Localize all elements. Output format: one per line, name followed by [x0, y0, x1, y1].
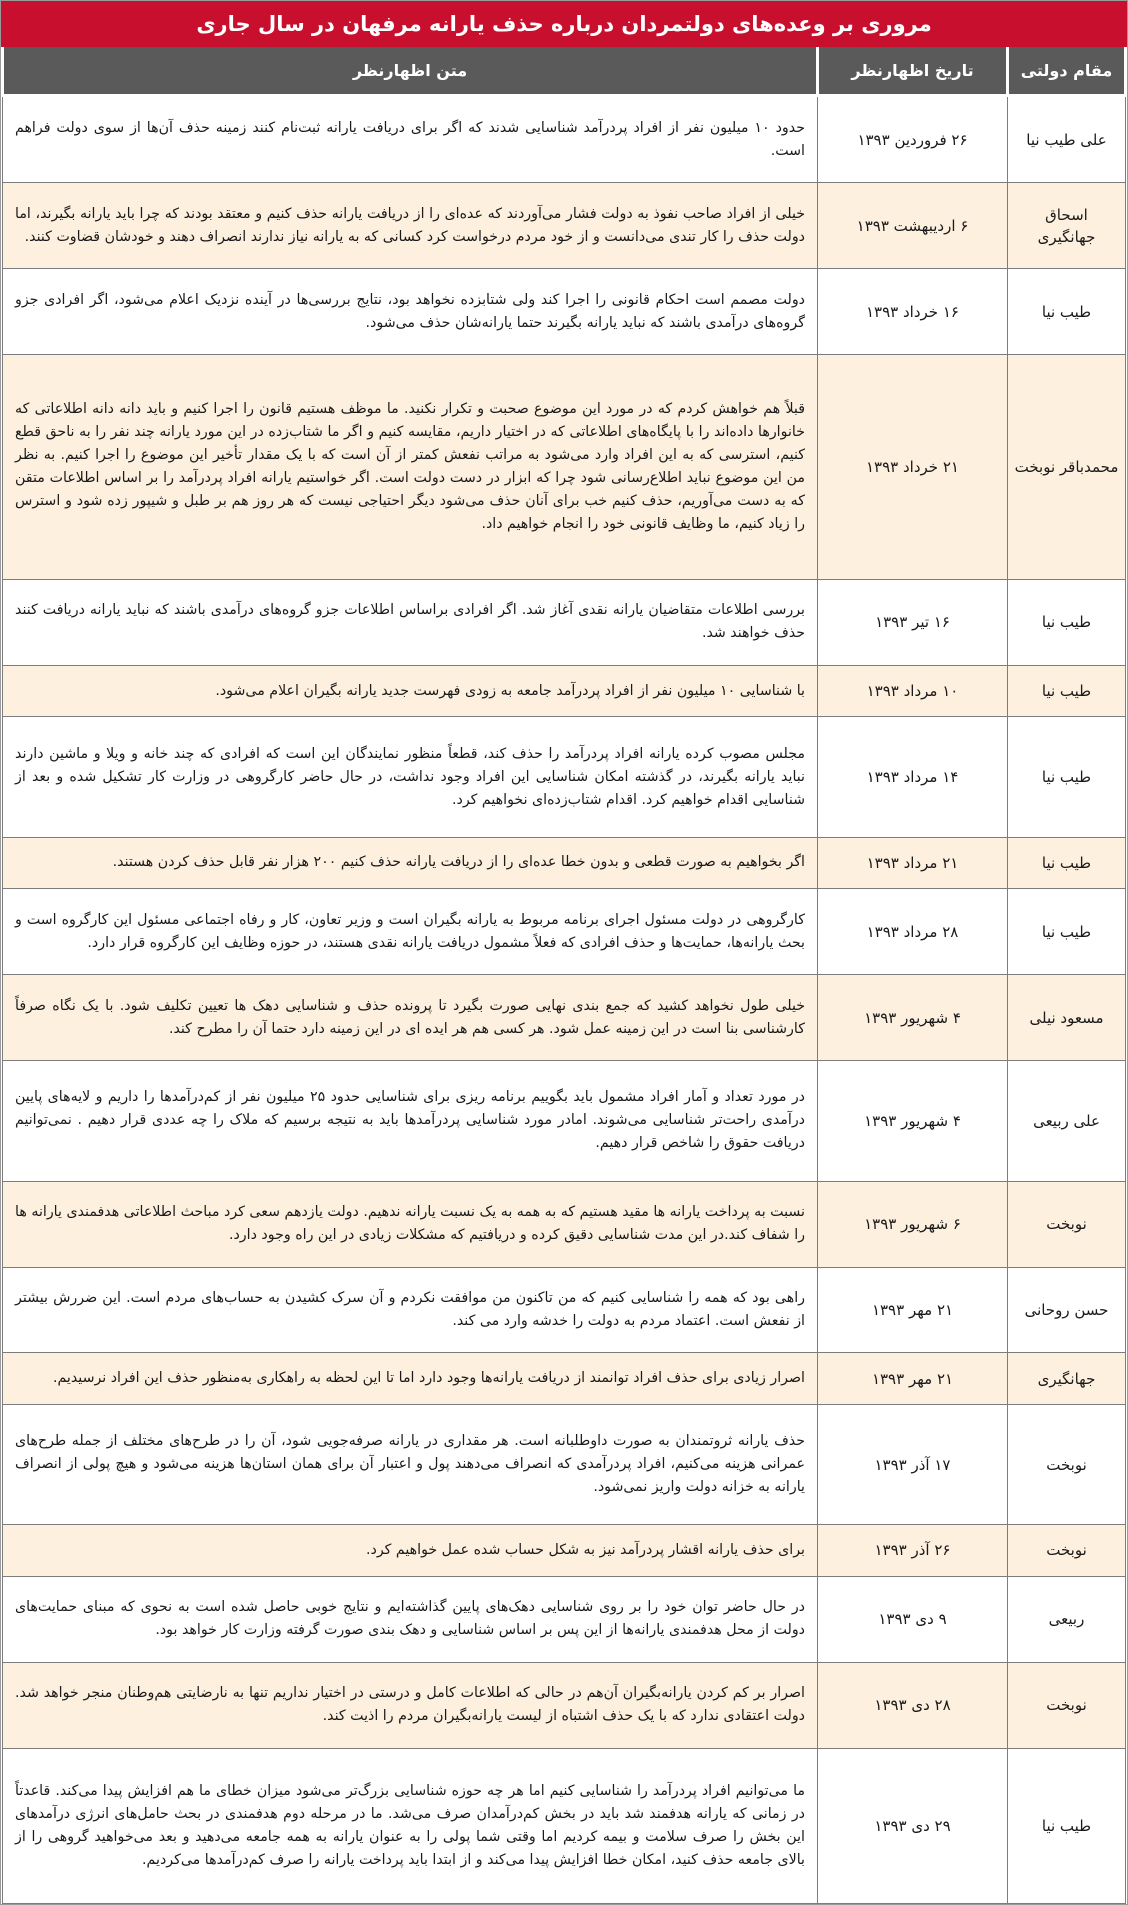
official-cell: طیب نیا [1008, 269, 1126, 355]
table-row [3, 580, 1126, 666]
statement-cell: نسبت به پرداخت یارانه ها مقید هستیم که به همه به یک نسبت یارانه ندهیم. دولت یازدهم سعی کرد مباحث اطلاعاتی هدفمندی یارانه ها را شفاف کند.در این مدت شناسایی دقیق کرده و دریافتیم که مشکلات زیادی در این راه وجود دارد. [3, 1181, 818, 1267]
official-cell: نوبخت [1008, 1181, 1126, 1267]
date-cell: ۴ شهریور ۱۳۹۳ [818, 1060, 1008, 1181]
table-row [3, 717, 1126, 838]
date-cell: ۱۰ مرداد ۱۳۹۳ [818, 665, 1008, 716]
official-cell: ربیعی [1008, 1576, 1126, 1662]
header-official: مقام دولتی [1008, 47, 1126, 96]
official-cell: طیب نیا [1008, 837, 1126, 888]
table-row [3, 1525, 1126, 1576]
date-cell: ۱۶ خرداد ۱۳۹۳ [818, 269, 1008, 355]
official-cell: اسحاق جهانگیری [1008, 183, 1126, 269]
statement-cell: حدود ۱۰ میلیون نفر از افراد پردرآمد شناسایی شدند که اگر برای دریافت یارانه ثبت‌نام کنند زمینه حذف آن‌ها از سوی دولت فراهم است. [3, 96, 818, 183]
statement-cell: خیلی از افراد صاحب نفوذ به دولت فشار می‌آوردند که عده‌ای را از دریافت یارانه حذف کنیم و معتقد بودند که چرا باید یارانه بگیرند، اما دولت حذف را کار تندی می‌دانست و از خود مردم درخواست کرد کسانی که به یارانه نیاز ندارند انصراف دهند و خودشان قضاوت کنند. [3, 183, 818, 269]
statement-cell: دولت مصمم است احکام قانونی را اجرا کند ولی شتابزده نخواهد بود، نتایج بررسی‌ها در آینده نزدیک اعلام می‌شود، اگر افرادی جزو گروه‌های درآمدی باشند که نباید یارانه بگیرند حتما یارانه‌شان حذف می‌شود. [3, 269, 818, 355]
table-row [3, 837, 1126, 888]
official-cell: جهانگیری [1008, 1353, 1126, 1404]
statement-cell: قبلاً هم خواهش کردم که در مورد این موضوع صحبت و تکرار نکنید. ما موظف هستیم قانون را اجرا کنیم و باید دانه دانه اطلاعاتی که خانوارها داده‌اند را با پایگاه‌های اطلاعاتی که در اختیار داریم، مقایسه کنیم و اگر ما شتاب‌زده در این مورد یارانه چند نفر را به ناحق قطع کنیم، استرسی که به این افراد وارد می‌شود به مراتب نفعش کمتر از آن است که با یک مقدار تأخیر این موضوع را اجرا کنیم. به نظر من این موضوع نباید اطلاع‌رسانی شود چرا که ابزار در دست دولت است. اگر خواستیم یارانه افراد پردرآمد را بر اساس اطلاعات متقن که به دست می‌آوریم، حذف کنیم خب برای آنان حذف می‌شود دیگر احتیاجی نیست که هر روز هم بر طبل و شیپور زده شود و استرس را زیاد کنیم، ما وظایف قانونی خود را انجام خواهیم داد. [3, 355, 818, 580]
official-cell: حسن روحانی [1008, 1267, 1126, 1353]
table-row [3, 96, 1126, 183]
table-row [3, 975, 1126, 1061]
table-row [3, 1060, 1126, 1181]
statement-cell: خیلی طول نخواهد کشید که جمع بندی نهایی صورت بگیرد تا پرونده حذف و شناسایی دهک ها تعیین تکلیف شود. با یک نگاه صرفاً کارشناسی بنا است در این زمینه عمل شود. هر کسی هم هر ایده ای در این زمینه دارد حتما آن را مطرح کند. [3, 975, 818, 1061]
date-cell: ۶ اردیبهشت ۱۳۹۳ [818, 183, 1008, 269]
date-cell: ۲۱ مهر ۱۳۹۳ [818, 1353, 1008, 1404]
statement-cell: اصرار زیادی برای حذف افراد توانمند از دریافت یارانه‌ها وجود دارد اما تا این لحظه به راهکاری به‌منظور حذف این افراد نرسیدیم. [3, 1353, 818, 1404]
official-cell: نوبخت [1008, 1525, 1126, 1576]
statement-cell: کارگروهی در دولت مسئول اجرای برنامه مربوط به یارانه بگیران است و وزیر تعاون، کار و رفاه اجتماعی مسئول این کارگروه است و بحث یارانه‌ها، حمایت‌ها و حذف افرادی که فعلاً مشمول دریافت یارانه نقدی هستند، در حوزه وظایف این کارگروه قرار دارد. [3, 889, 818, 975]
date-cell: ۲۸ دی ۱۳۹۳ [818, 1662, 1008, 1748]
table-row [3, 1404, 1126, 1525]
date-cell: ۲۱ مرداد ۱۳۹۳ [818, 837, 1008, 888]
official-cell: طیب نیا [1008, 580, 1126, 666]
table-row [3, 1181, 1126, 1267]
table-row [3, 1353, 1126, 1404]
header-statement: متن اظهارنظر [3, 47, 818, 96]
official-cell: طیب نیا [1008, 889, 1126, 975]
table-row [3, 355, 1126, 580]
statement-cell: حذف یارانه ثروتمندان به صورت داوطلبانه است. هر مقداری در یارانه صرفه‌جویی شود، آن را در طرح‌های مختلف از جمله طرح‌های عمرانی هزینه می‌کنیم، افراد پردرآمدی که انصراف می‌دهند پول و اعتبار آن برای همان استان‌ها هزینه می‌شود و هیچ پولی از انصراف یارانه به خزانه دولت واریز نمی‌شود. [3, 1404, 818, 1525]
date-cell: ۲۹ دی ۱۳۹۳ [818, 1748, 1008, 1904]
date-cell: ۱۴ مرداد ۱۳۹۳ [818, 717, 1008, 838]
date-cell: ۲۱ خرداد ۱۳۹۳ [818, 355, 1008, 580]
statement-cell: ما می‌توانیم افراد پردرآمد را شناسایی کنیم اما هر چه حوزه شناسایی بزرگ‌تر می‌شود میزان خطای ما هم افزایش پیدا می‌کند. قاعدتاً در زمانی که یارانه هدفمند شد باید در بخش کم‌درآمدان صرف می‌شد. ما در مرحله دوم هدفمندی در بحث حامل‌های انرژی درآمدهای این بخش را صرف سلامت و بیمه کردیم اما وقتی شما پولی را به عنوان یارانه به همه جامعه می‌دهید و بعد می‌خواهید گروهی را از بالای جامعه حذف کنید، امکان خطا افزایش پیدا می‌کند و از ابتدا باید پرداخت یارانه را صرف کم‌درآمدها می‌کردیم. [3, 1748, 818, 1904]
date-cell: ۶ شهریور ۱۳۹۳ [818, 1181, 1008, 1267]
statement-cell: برای حذف یارانه اقشار پردرآمد نیز به شکل حساب شده عمل خواهیم کرد. [3, 1525, 818, 1576]
table-row [3, 1267, 1126, 1353]
date-cell: ۲۸ مرداد ۱۳۹۳ [818, 889, 1008, 975]
date-cell: ۲۶ آذر ۱۳۹۳ [818, 1525, 1008, 1576]
statements-table [1, 47, 1127, 1904]
statement-cell: اصرار بر کم کردن یارانه‌بگیران آن‌هم در حالی که اطلاعات کامل و درستی در اختیار نداریم تنها به نارضایتی هم‌وطنان منجر خواهد شد. دولت اعتقادی ندارد که با یک حذف اشتباه از لیست یارانه‌بگیران مردم را اذیت کند. [3, 1662, 818, 1748]
table-header [3, 47, 1126, 96]
table-row [3, 1662, 1126, 1748]
table-row [3, 889, 1126, 975]
statement-cell: در مورد تعداد و آمار افراد مشمول باید بگوییم برنامه ریزی برای شناسایی حدود ۲۵ میلیون نفر از کم‌درآمدها را داریم و لایه‌های پایین درآمدی راحت‌تر شناسایی می‌شوند. امادر مورد شناسایی پردرآمدها باید به نتیجه برسیم که ملاک را چه عددی قرار دهیم . نمی‌توانیم دریافت حقوق را شاخص قرار دهیم. [3, 1060, 818, 1181]
official-cell: طیب نیا [1008, 1748, 1126, 1904]
official-cell: علی ربیعی [1008, 1060, 1126, 1181]
header-row [3, 47, 1126, 96]
official-cell: محمدباقر نوبخت [1008, 355, 1126, 580]
official-cell: علی طیب نیا [1008, 96, 1126, 183]
date-cell: ۲۱ مهر ۱۳۹۳ [818, 1267, 1008, 1353]
table-row [3, 1576, 1126, 1662]
table-body [3, 96, 1126, 1904]
date-cell: ۴ شهریور ۱۳۹۳ [818, 975, 1008, 1061]
statement-cell: در حال حاضر توان خود را بر روی شناسایی دهک‌های پایین گذاشته‌ایم و نتایج خوبی حاصل شده است به نحوی که مبنای حمایت‌های دولت از محل هدفمندی یارانه‌ها از این پس بر اساس شناسایی و دهک بندی صورت گرفته وزارت کار خواهد بود. [3, 1576, 818, 1662]
page-title: مروری بر وعده‌های دولتمردان درباره حذف یارانه مرفهان در سال جاری [1, 1, 1127, 47]
statement-cell: راهی بود که همه را شناسایی کنیم که من تاکنون من موافقت نکردم و آن سرک کشیدن به حساب‌های مردم است. این ضررش بیشتر از نفعش است. اعتماد مردم به دولت را خدشه وارد می کند. [3, 1267, 818, 1353]
official-cell: طیب نیا [1008, 665, 1126, 716]
official-cell: نوبخت [1008, 1404, 1126, 1525]
official-cell: نوبخت [1008, 1662, 1126, 1748]
date-cell: ۹ دی ۱۳۹۳ [818, 1576, 1008, 1662]
statement-cell: مجلس مصوب کرده یارانه افراد پردرآمد را حذف کند، قطعاً منظور نمایندگان این است که افرادی که چند خانه و ویلا و ماشین دارند نباید یارانه بگیرند، در گذشته امکان شناسایی این افراد وجود نداشت، در حال حاضر کارگروهی در وزارت کار تشکیل شده و بعد از شناسایی اقدام خواهیم کرد. اقدام شتاب‌زده‌ای نخواهیم کرد. [3, 717, 818, 838]
statement-cell: اگر بخواهیم به صورت قطعی و بدون خطا عده‌ای را از دریافت یارانه حذف کنیم ۲۰۰ هزار نفر قابل حذف کردن هستند. [3, 837, 818, 888]
date-cell: ۱۶ تیر ۱۳۹۳ [818, 580, 1008, 666]
date-cell: ۱۷ آذر ۱۳۹۳ [818, 1404, 1008, 1525]
table-row [3, 183, 1126, 269]
official-cell: طیب نیا [1008, 717, 1126, 838]
official-cell: مسعود نیلی [1008, 975, 1126, 1061]
table-row [3, 665, 1126, 716]
statement-cell: بررسی اطلاعات متقاضیان یارانه نقدی آغاز شد. اگر افرادی براساس اطلاعات جزو گروه‌های درآمدی باشند که نباید یارانه دریافت کنند حذف خواهند شد. [3, 580, 818, 666]
date-cell: ۲۶ فروردین ۱۳۹۳ [818, 96, 1008, 183]
table-row [3, 269, 1126, 355]
header-date: تاریخ اظهارنظر [818, 47, 1008, 96]
table-row [3, 1748, 1126, 1904]
statement-cell: با شناسایی ۱۰ میلیون نفر از افراد پردرآمد جامعه به زودی فهرست جدید یارانه بگیران اعلام می‌شود. [3, 665, 818, 716]
